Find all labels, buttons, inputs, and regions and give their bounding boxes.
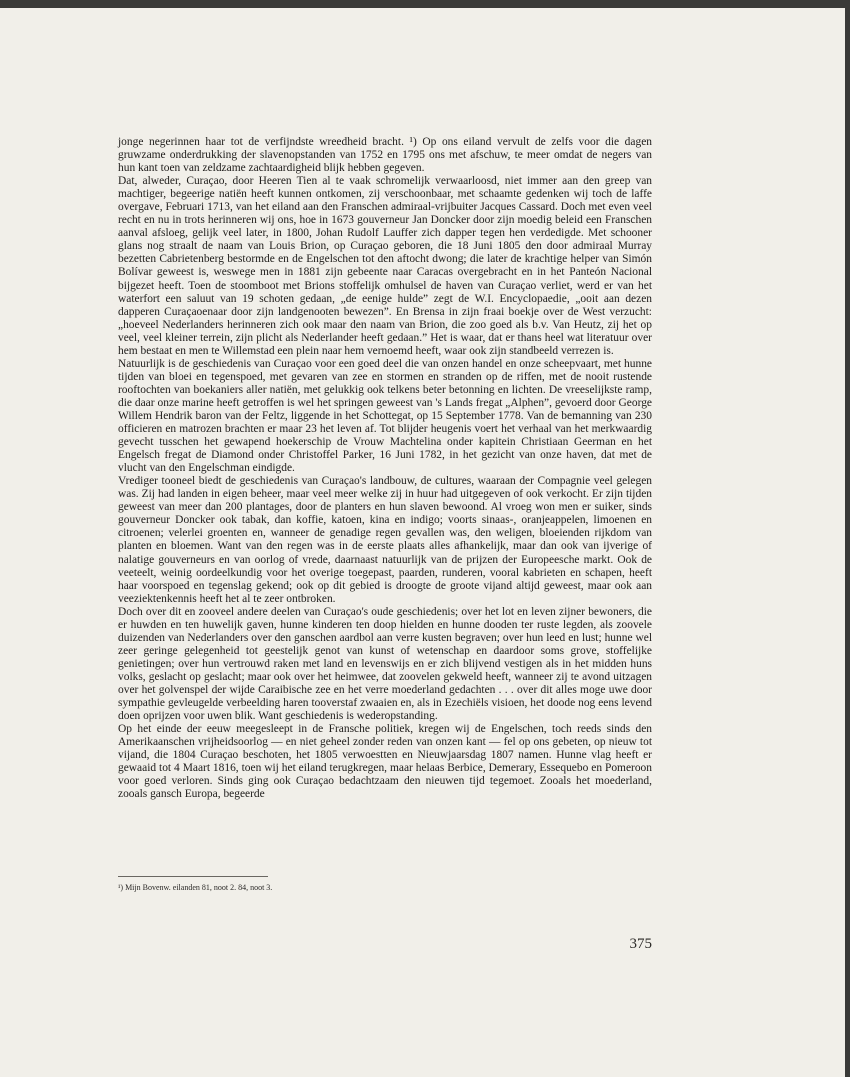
footnote-divider [118, 876, 268, 877]
paragraph: Vrediger tooneel biedt de geschiedenis van Curaçao's landbouw, de cultures, waaraan der Compagnie veel gelegen was. Zij had landen in eigen beheer, maar veel meer welke zij in huur had uitgegeven of ook verkocht. Er zijn tijden geweest van meer dan 200 plantages, door de planters en hun slaven bewoond. Al vroeg won men er suiker, sinds gouverneur Doncker ook tabak, dan koffie, katoen, kina en indigo; voorts sinaas-, oranjeappelen, limoenen en citroenen; velerlei groenten en, wanneer de genadige regen gevallen was, den weligen, bloeienden rijkdom van planten en bloemen. Want van den regen was in de eerste plaats alles afhankelijk, maar dan ook van ijverige of nalatige gouverneurs en van oorlog of vrede, daarnaast natuurlijk van de prijzen der Europeesche markt. Ook de veeteelt, weinig oordeelkundig voor het overige toegepast, paarden, runderen, vooral kabrieten en schapen, heeft haar voorspoed en tegenslag gekend; ook op dit gebied is droogte de groote vijand altijd geweest, maar ook aan veeziektenkennis heeft het al te zeer ontbroken. [118, 475, 652, 605]
page-number: 375 [629, 936, 652, 952]
paragraph: jonge negerinnen haar tot de verfijndste wreedheid bracht. ¹) Op ons eiland vervult de zelfs voor die dagen gruwzame onderdrukking der slavenopstanden van 1752 en 1795 ons met afschuw, te meer omdat de negers van hun kant toen van zeldzame zachtaardigheid blijk hebben gegeven. [118, 136, 652, 175]
book-page [0, 8, 845, 1077]
body-text [118, 136, 652, 801]
paragraph: Op het einde der eeuw meegesleept in de Fransche politiek, kregen wij de Engelschen, toch reeds sinds den Amerikaanschen vrijheidsoorlog — en niet geheel zonder reden van onzen kant — fel op ons gebeten, op nieuw tot vijand, die 1804 Curaçao beschoten, het 1805 verwoestten en Nieuwjaarsdag 1807 namen. Hunne vlag heeft er gewaaid tot 4 Maart 1816, toen wij het eiland terugkregen, maar helaas Berbice, Demerary, Essequebo en Pomeroon voor goed verloren. Sinds ging ook Curaçao bedachtzaam den nieuwen tijd tegemoet. Zooals het moederland, zooals gansch Europa, begeerde [118, 723, 652, 801]
paragraph: Doch over dit en zooveel andere deelen van Curaçao's oude geschiedenis; over het lot en leven zijner bewoners, die er huwden en ten huwelijk gaven, hunne kinderen ten doop hielden en hunne dooden ter ruste legden, als zoovele duizenden van Nederlanders over den ganschen aardbol aan verre kusten begraven; over hun leed en lust; hunne wel zeer geringe gelegenheid tot geestelijk genot van kunst of wetenschap en daardoor soms grove, stoffelijke genietingen; over hun vertrouwd raken met land en levenswijs en er zich blijvend vestigen als in het midden huns volks, geslacht op geslacht; maar ook over het heimwee, dat zoovelen gekweld heeft, wanneer zij te avond uitzagen over het golvenspel der wijde Caraibische zee en het verre moederland gedachten . . . over dit alles moge uwe door sympathie gevleugelde verbeelding haren tooverstaf zwaaien en, als in Ezechiëls visioen, het doode nog eens levend doen oprijzen voor uwen blik. Want geschiedenis is wederopstanding. [118, 605, 652, 723]
paragraph: Dat, alweder, Curaçao, door Heeren Tien al te vaak schromelijk verwaarloosd, niet immer aan den greep van machtiger, begeerige natiën heeft kunnen ontkomen, zij verschoonbaar, met schaamte gedenken wij toch de laffe overgave, Februari 1713, van het eiland aan den Franschen admiraal-vrijbuiter Jacques Cassard. Doch met even veel recht en nu in trots herinneren wij ons, hoe in 1673 gouverneur Jan Doncker door zijn moedig beleid een Franschen aanval afsloeg, gelijk veel later, in 1800, Johan Rudolf Lauffer zich dapper tegen hen verdedigde. Met schooner glans nog straalt de naam van Louis Brion, op Curaçao geboren, die 18 Juni 1805 den door admiraal Murray bezetten Cabrietenberg bestormde en de Engelschen tot den aftocht dwong; die later de krachtige helper van Simón Bolívar geweest is, weswege men in 1881 zijn gebeente naar Caracas overgebracht en in het Panteón Nacional bijgezet heeft. Toen de stoomboot met Brions stoffelijk omhulsel de haven van Curaçao verliet, werd er van het waterfort een saluut van 19 schoten gedaan, „de eenige hulde” zegt de W.I. Encyclopaedie, „ooit aan dezen dapperen Curaçaoenaar door zijn landgenooten bewezen”. En Brensa in zijn fraai boekje over de West verzucht: „hoeveel Nederlanders herinneren zich ook maar den naam van Brion, die zoo goed als b.v. Van Heutz, zij het op veel, veel kleiner terrein, zijn plicht als Nederlander heeft gedaan.” Het is waar, dat er thans heel wat literatuur over hem bestaat en men te Willemstad een plein naar hem vernoemd heeft, waar ook zijn standbeeld verrezen is. [118, 175, 652, 357]
footnote: ¹) Mijn Bovenw. eilanden 81, noot 2. 84, noot 3. [118, 883, 273, 892]
paragraph: Natuurlijk is de geschiedenis van Curaçao voor een goed deel die van onzen handel en onze scheepvaart, met hunne tijden van bloei en tegenspoed, met gevaren van zee en stormen en stranden op de riffen, met de nooit rustende rooftochten van boekaniers aller natiën, met gelukkig ook telkens beter betonning en lichten. De vreeselijkste ramp, die daar onze marine heeft getroffen is wel het springen geweest van 's Lands fregat „Alphen”, gevoerd door George Willem Hendrik baron van der Feltz, liggende in het Schottegat, op 15 September 1778. Van de bemanning van 230 officieren en matrozen brachten er maar 23 het leven af. Tot blijder heugenis voert het verhaal van het merkwaardig gevecht tusschen het gewapend hoekerschip de Vrouw Machtelina onder kapitein Christiaan Geerman en het Engelsch fregat de Diamond onder Christoffel Parker, 16 Juni 1782, in het gezicht van onze haven, dat met de vlucht van den Engelschman eindigde. [118, 357, 652, 475]
